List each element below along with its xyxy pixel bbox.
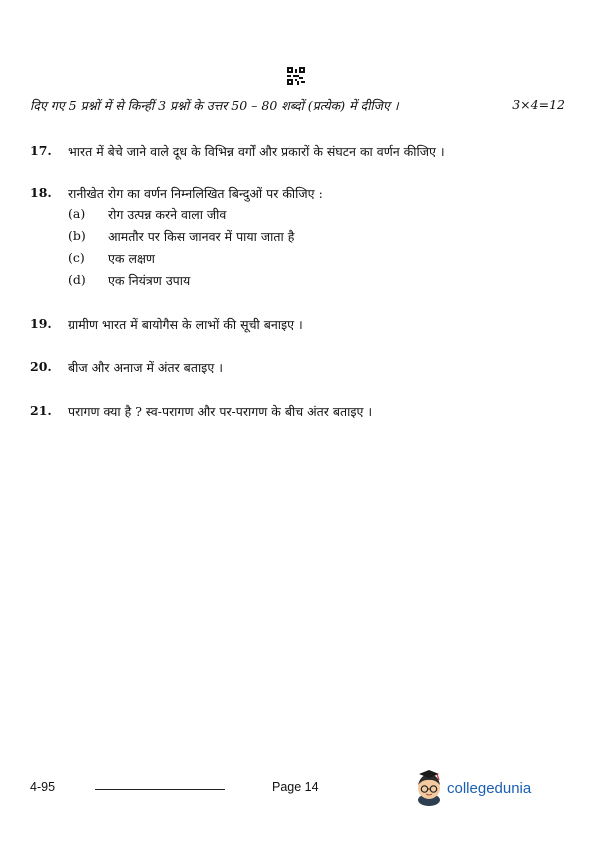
sub-label: (d) xyxy=(68,272,86,287)
sub-text: आमतौर पर किस जानवर में पाया जाता है xyxy=(108,229,295,244)
sub-text: रोग उत्पन्न करने वाला जीव xyxy=(108,207,227,222)
question-number: 19. xyxy=(30,316,52,331)
question-number: 21. xyxy=(30,403,52,418)
collegedunia-logo xyxy=(413,766,553,808)
brand-name: collegedunia xyxy=(447,780,532,797)
qr-code-icon xyxy=(287,67,305,85)
section-instruction xyxy=(30,97,565,114)
instruction-text: दिए गए 5 प्रश्नों में से किन्हीं 3 प्रश्नों के उत्तर 50 – 80 शब्दों (प्रत्येक) में दीजिए । xyxy=(30,98,399,113)
question-number: 18. xyxy=(30,185,52,200)
question-text: रानीखेत रोग का वर्णन निम्नलिखित बिन्दुओं पर कीजिए : xyxy=(68,186,323,201)
footer-code: 4-95 xyxy=(30,780,56,794)
question-text: परागण क्या है ? स्व-परागण और पर-परागण के बीच अंतर बताइए । xyxy=(68,404,373,419)
question-number: 20. xyxy=(30,359,52,374)
question-text: बीज और अनाज में अंतर बताइए । xyxy=(68,360,223,375)
footer-rule xyxy=(95,789,225,790)
sub-label: (a) xyxy=(68,206,86,221)
collegedunia-mascot-icon xyxy=(413,766,445,808)
sub-text: एक लक्षण xyxy=(108,251,155,266)
footer-page-number: Page 14 xyxy=(272,780,319,794)
sub-text: एक नियंत्रण उपाय xyxy=(108,273,191,288)
question-text: ग्रामीण भारत में बायोगैस के लाभों की सूची बनाइए । xyxy=(68,317,303,332)
question-text: भारत में बेचे जाने वाले दूध के विभिन्न वर्गों और प्रकारों के संघटन का वर्णन कीजिए । xyxy=(68,144,445,159)
section-marks: 3×4=12 xyxy=(512,97,565,112)
sub-label: (c) xyxy=(68,250,85,265)
sub-label: (b) xyxy=(68,228,86,243)
question-number: 17. xyxy=(30,143,52,158)
